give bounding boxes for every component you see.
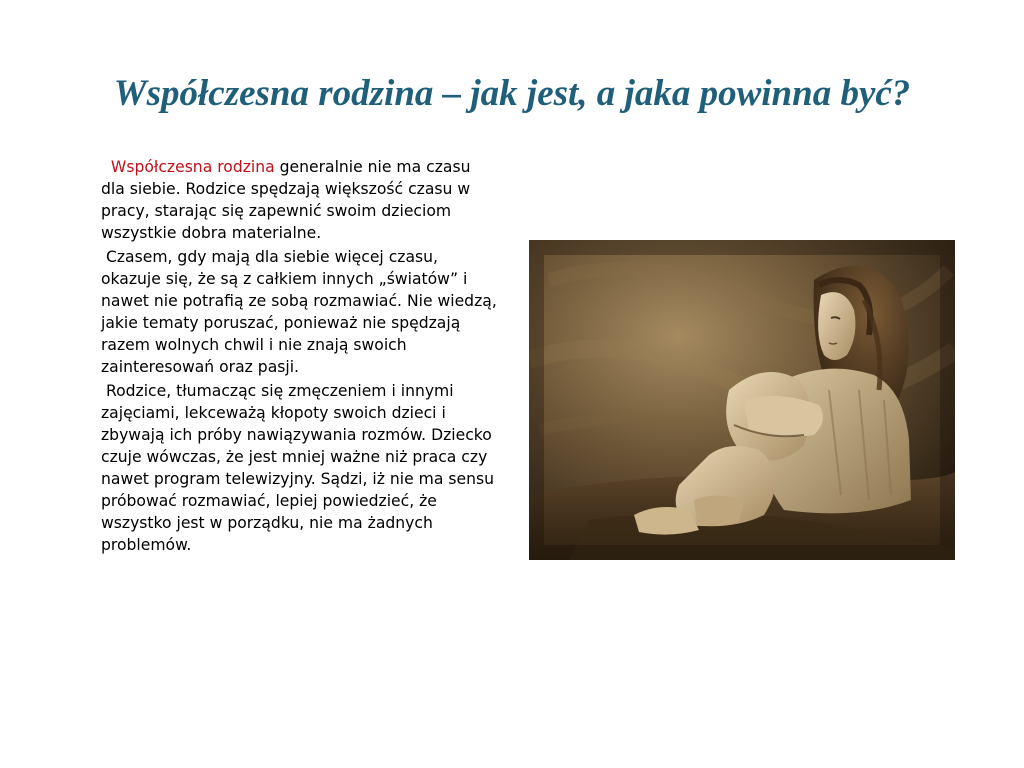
paragraph-1 — [101, 156, 499, 244]
sepia-photo-illustration — [529, 240, 955, 560]
girl-photo — [529, 240, 955, 560]
paragraph-1-text: generalnie nie ma czasu dla siebie. Rodzice spędzają większość czasu w pracy, starając się zapewnić swoim dzieciom wszystkie dobra materialne. — [101, 158, 471, 242]
highlight-phrase: Współczesna rodzina — [110, 158, 275, 176]
paragraph-2 — [101, 246, 499, 378]
body-text — [101, 156, 499, 558]
paragraph-3 — [101, 380, 499, 556]
slide-title: Współczesna rodzina – jak jest, a jaka powinna być? — [113, 73, 911, 114]
paragraph-3-text: Rodzice, tłumacząc się zmęczeniem i innymi zajęciami, lekceważą kłopoty swoich dzieci i zbywają ich próby nawiązywania rozmów. Dziecko czuje wówczas, że jest mniej ważne niż praca czy nawet program telewizyjny. Sądzi, iż nie ma sensu próbować rozmawiać, lepiej powiedzieć, że wszystko jest w porządku, nie ma żadnych problemów. — [101, 382, 494, 554]
paragraph-2-text: Czasem, gdy mają dla siebie więcej czasu, okazuje się, że są z całkiem innych „światów” i nawet nie potrafią ze sobą rozmawiać. Nie wiedzą, jakie tematy poruszać, ponieważ nie spędzają razem wolnych chwil i nie znają swoich zainteresowań oraz pasji. — [101, 248, 497, 376]
